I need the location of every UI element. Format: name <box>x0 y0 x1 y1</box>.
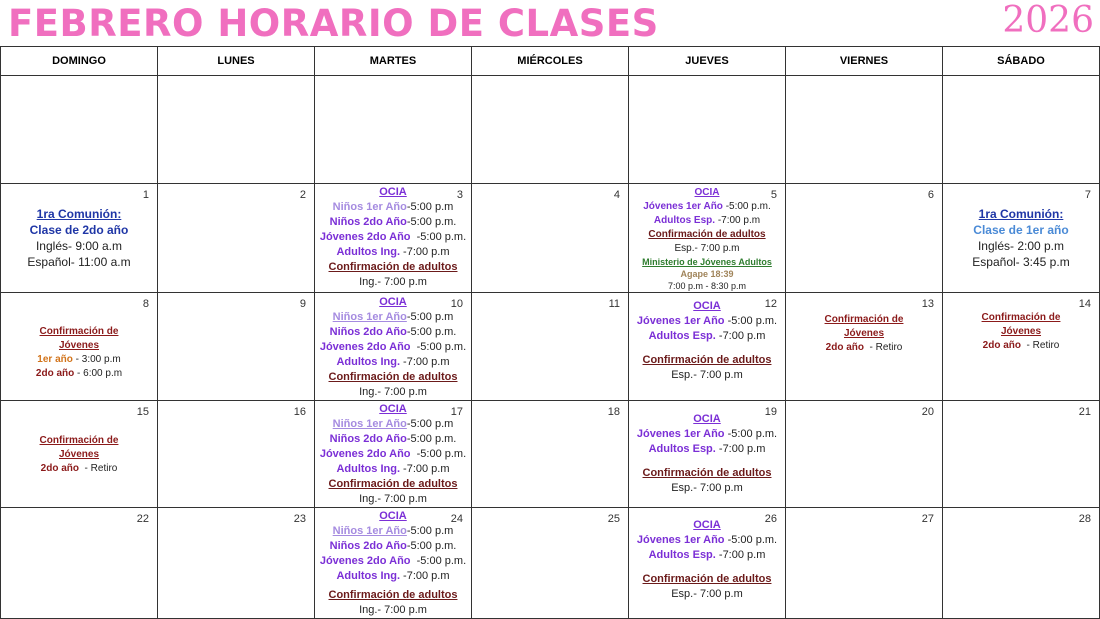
confirmation-title: Confirmación de adultos <box>328 589 458 601</box>
date-number: 26 <box>764 513 777 525</box>
ocia-title: OCIA <box>379 403 407 415</box>
date-number: 18 <box>607 406 620 418</box>
day-cell-6 <box>786 184 943 293</box>
day-cell-16 <box>158 401 315 508</box>
event-line: Jóvenes 1er Año -5:00 p.m. <box>636 534 778 546</box>
week-row-2 <box>1 293 1100 401</box>
date-number: 14 <box>1078 298 1091 310</box>
event-time: Español- 11:00 a.m <box>27 255 131 269</box>
event-line: Jóvenes 2do Año -5:00 p.m. <box>319 341 467 353</box>
event-line: Jóvenes 2do Año -5:00 p.m. <box>319 555 467 567</box>
date-number: 5 <box>770 189 777 201</box>
confirmation-title: Confirmación de adultos <box>328 261 458 273</box>
year-label: 2026 <box>1002 0 1094 41</box>
event-time: Ing.- 7:00 p.m <box>359 386 427 398</box>
day-cell-11 <box>472 293 629 401</box>
date-number: 22 <box>136 513 149 525</box>
event-time: Esp.- 7:00 p.m <box>671 369 743 381</box>
confirmation-title: Confirmación de adultos <box>642 354 772 366</box>
date-number: 4 <box>613 189 620 201</box>
day-cell-4 <box>472 184 629 293</box>
event-line: 2do año - 6:00 p.m <box>35 368 123 379</box>
day-cell-8 <box>1 293 158 401</box>
event-title: 1ra Comunión: <box>978 207 1064 221</box>
event-title: 1ra Comunión: <box>36 207 122 221</box>
week-row-4 <box>1 508 1100 619</box>
confirmation-title: Confirmación de adultos <box>328 478 458 490</box>
date-number: 7 <box>1084 189 1091 201</box>
ministry-title: Ministerio de Jóvenes Adultos <box>642 257 772 267</box>
confirmation-title: Jóvenes <box>1000 326 1042 337</box>
date-number: 25 <box>607 513 620 525</box>
date-number: 16 <box>293 406 306 418</box>
day-cell-5 <box>629 184 786 293</box>
weekday-thursday: JUEVES <box>629 47 786 76</box>
event-time: Ing.- 7:00 p.m <box>359 604 427 616</box>
day-cell-27 <box>786 508 943 619</box>
confirmation-title: Confirmación de adultos <box>648 229 766 240</box>
day-cell-17 <box>315 401 472 508</box>
weekday-wednesday: MIÉRCOLES <box>472 47 629 76</box>
day-cell-empty <box>629 76 786 184</box>
day-cell-2 <box>158 184 315 293</box>
event-time: Inglés- 9:00 a.m <box>35 239 123 253</box>
event-line: Niños 1er Año-5:00 p.m <box>332 201 454 213</box>
event-line: Jóvenes 1er Año -5:00 p.m. <box>636 428 778 440</box>
day-cell-25 <box>472 508 629 619</box>
event-line: 1er año - 3:00 p.m <box>37 354 121 365</box>
day-cell-22 <box>1 508 158 619</box>
day-cell-26 <box>629 508 786 619</box>
date-number: 15 <box>136 406 149 418</box>
event-line: Niños 2do Año-5:00 p.m. <box>329 216 457 228</box>
confirmation-title: Confirmación de adultos <box>642 467 772 479</box>
ocia-title: OCIA <box>693 300 721 312</box>
event-line: 2do año - Retiro <box>40 463 118 474</box>
day-cell-7 <box>943 184 1100 293</box>
event-class: Clase de 1er año <box>973 223 1069 237</box>
day-cell-24 <box>315 508 472 619</box>
day-cell-12 <box>629 293 786 401</box>
event-time: Inglés- 2:00 p.m <box>977 239 1065 253</box>
event-line: Jóvenes 1er Año -5:00 p.m. <box>636 315 778 327</box>
calendar-grid <box>0 46 1100 619</box>
event-line: 2do año - Retiro <box>982 340 1060 351</box>
event-line: Niños 1er Año-5:00 p.m <box>332 311 454 323</box>
week-row-3 <box>1 401 1100 508</box>
event-line: Adultos Ing. -7:00 p.m <box>336 463 450 475</box>
weekday-sunday: DOMINGO <box>1 47 158 76</box>
day-cell-18 <box>472 401 629 508</box>
event-line: Jóvenes 2do Año -5:00 p.m. <box>319 231 467 243</box>
event-time: Ing.- 7:00 p.m <box>359 276 427 288</box>
day-cell-20 <box>786 401 943 508</box>
event-line: Niños 1er Año-5:00 p.m <box>332 525 454 537</box>
ocia-title: OCIA <box>693 519 721 531</box>
day-cell-empty <box>1 76 158 184</box>
day-cell-10 <box>315 293 472 401</box>
event-line: Adultos Esp. -7:00 p.m <box>653 215 761 226</box>
weekday-header-row <box>1 47 1100 76</box>
day-cell-empty <box>158 76 315 184</box>
date-number: 21 <box>1078 406 1091 418</box>
weekday-tuesday: MARTES <box>315 47 472 76</box>
confirmation-title: Confirmación de <box>824 314 904 325</box>
date-number: 17 <box>450 406 463 418</box>
event-line: 2do año - Retiro <box>825 342 903 353</box>
event-line: Jóvenes 2do Año -5:00 p.m. <box>319 448 467 460</box>
date-number: 9 <box>299 298 306 310</box>
date-number: 8 <box>142 298 149 310</box>
event-line: Adultos Ing. -7:00 p.m <box>336 246 450 258</box>
day-cell-3 <box>315 184 472 293</box>
day-cell-empty <box>472 76 629 184</box>
ocia-title: OCIA <box>693 413 721 425</box>
week-row-1 <box>1 184 1100 293</box>
event-time: Ing.- 7:00 p.m <box>359 493 427 505</box>
date-number: 28 <box>1078 513 1091 525</box>
weekday-monday: LUNES <box>158 47 315 76</box>
page-title: FEBRERO HORARIO DE CLASES <box>8 2 659 45</box>
event-line: Adultos Esp. -7:00 p.m <box>648 549 766 561</box>
date-number: 20 <box>921 406 934 418</box>
confirmation-title: Confirmación de <box>981 312 1061 323</box>
confirmation-title: Confirmación de <box>39 326 119 337</box>
date-number: 24 <box>450 513 463 525</box>
week-row-blank <box>1 76 1100 184</box>
date-number: 27 <box>921 513 934 525</box>
day-cell-empty <box>315 76 472 184</box>
date-number: 23 <box>293 513 306 525</box>
confirmation-title: Jóvenes <box>58 340 100 351</box>
event-time: Español- 3:45 p.m <box>972 255 1070 269</box>
event-time: Esp.- 7:00 p.m <box>674 243 740 254</box>
day-cell-19 <box>629 401 786 508</box>
event-line: Niños 2do Año-5:00 p.m. <box>329 540 457 552</box>
event-line: Adultos Ing. -7:00 p.m <box>336 356 450 368</box>
confirmation-title: Jóvenes <box>843 328 885 339</box>
event-line: Adultos Ing. -7:00 p.m <box>336 570 450 582</box>
day-cell-14 <box>943 293 1100 401</box>
event-line: Adultos Esp. -7:00 p.m <box>648 443 766 455</box>
event-line: Niños 2do Año-5:00 p.m. <box>329 326 457 338</box>
event-time: Esp.- 7:00 p.m <box>671 588 743 600</box>
event-class: Clase de 2do año <box>29 223 129 237</box>
date-number: 11 <box>608 298 620 310</box>
day-cell-13 <box>786 293 943 401</box>
ocia-title: OCIA <box>379 510 407 522</box>
date-number: 2 <box>299 189 306 201</box>
event-line: Niños 2do Año-5:00 p.m. <box>329 433 457 445</box>
weekday-saturday: SÁBADO <box>943 47 1100 76</box>
ocia-title: OCIA <box>694 187 720 198</box>
ocia-title: OCIA <box>379 296 407 308</box>
weekday-friday: VIERNES <box>786 47 943 76</box>
confirmation-title: Confirmación de adultos <box>642 573 772 585</box>
date-number: 1 <box>142 189 149 201</box>
day-cell-9 <box>158 293 315 401</box>
confirmation-title: Confirmación de adultos <box>328 371 458 383</box>
date-number: 10 <box>450 298 463 310</box>
day-cell-15 <box>1 401 158 508</box>
date-number: 6 <box>927 189 934 201</box>
date-number: 3 <box>456 189 463 201</box>
day-cell-1 <box>1 184 158 293</box>
event-line: Adultos Esp. -7:00 p.m <box>648 330 766 342</box>
event-line: Jóvenes 1er Año -5:00 p.m. <box>643 201 771 212</box>
confirmation-title: Jóvenes <box>58 449 100 460</box>
ocia-title: OCIA <box>379 186 407 198</box>
date-number: 12 <box>764 298 777 310</box>
day-cell-28 <box>943 508 1100 619</box>
event-time: Esp.- 7:00 p.m <box>671 482 743 494</box>
day-cell-empty <box>786 76 943 184</box>
date-number: 13 <box>921 298 934 310</box>
day-cell-21 <box>943 401 1100 508</box>
event-line: Niños 1er Año-5:00 p.m <box>332 418 454 430</box>
agape-title: Agape 18:39 <box>680 269 734 279</box>
agape-time: 7:00 p.m - 8:30 p.m <box>667 281 747 291</box>
confirmation-title: Confirmación de <box>39 435 119 446</box>
date-number: 19 <box>764 406 777 418</box>
day-cell-empty <box>943 76 1100 184</box>
day-cell-23 <box>158 508 315 619</box>
